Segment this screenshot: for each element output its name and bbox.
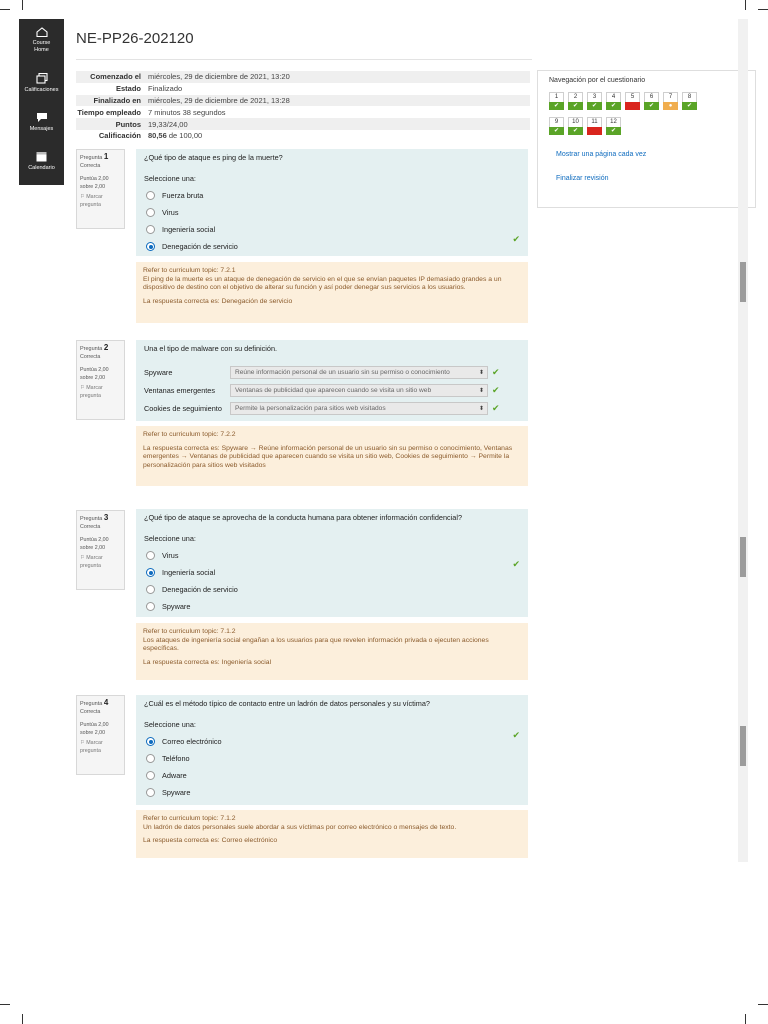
question-info-4 <box>76 695 125 775</box>
summary-row <box>76 130 530 142</box>
quiz-navigation-title: Navegación por el cuestionario <box>549 77 646 84</box>
check-icon: ✔ <box>549 102 564 110</box>
question-score: Puntúa 2,00 <box>80 176 109 182</box>
check-icon: ✔ <box>644 102 659 110</box>
question-info-1 <box>76 149 125 229</box>
quiz-nav-number: 3 <box>592 94 597 100</box>
correct-answer: La respuesta correcta es: Correo electrónico <box>143 837 278 845</box>
summary-value: miércoles, 29 de diciembre de 2021, 13:28 <box>148 95 290 105</box>
question-text: Una el tipo de malware con su definición. <box>144 344 278 353</box>
check-icon: ✔ <box>587 102 602 110</box>
question-text: ¿Qué tipo de ataque se aprovecha de la conducta humana para obtener información confidencial? <box>144 513 463 522</box>
home-icon <box>36 27 48 37</box>
question-number: Pregunta 3 <box>80 513 109 522</box>
flag-icon: ⚐ <box>80 740 85 746</box>
summary-value: 7 minutos 38 segundos <box>148 107 226 117</box>
quiz-nav-button-1[interactable] <box>549 92 564 110</box>
flag-question-label: pregunta <box>80 562 101 569</box>
question-max-score: sobre 2,00 <box>80 183 106 190</box>
crop-mark <box>22 1014 23 1024</box>
match-term: Cookies de seguimiento <box>144 403 222 413</box>
summary-row <box>76 83 530 95</box>
sidebar-item-label: Course Home <box>32 40 51 53</box>
question-number: Pregunta 1 <box>80 152 109 161</box>
quiz-nav-number: 9 <box>554 119 559 125</box>
radio-button[interactable] <box>146 602 155 611</box>
feedback-topic: Refer to curriculum topic: 7.2.2 <box>143 431 236 438</box>
answer-option[interactable] <box>144 187 520 204</box>
quiz-nav-button-3[interactable] <box>587 92 602 110</box>
quiz-nav-number: 12 <box>610 119 617 125</box>
answer-prompt: Seleccione una: <box>144 174 196 183</box>
radio-button[interactable] <box>146 208 155 217</box>
summary-value: miércoles, 29 de diciembre de 2021, 13:20 <box>148 72 290 82</box>
flag-icon: ⚐ <box>80 194 85 200</box>
option-label: Correo electrónico <box>162 737 222 746</box>
check-icon: ✔ <box>568 127 583 135</box>
radio-button-selected[interactable] <box>146 568 155 577</box>
answer-option[interactable] <box>144 767 520 784</box>
quiz-nav-button-7[interactable] <box>663 92 678 110</box>
scrollbar-thumb[interactable] <box>740 537 746 577</box>
correct-answer: La respuesta correcta es: Denegación de servicio <box>143 297 293 305</box>
quiz-nav-button-5[interactable] <box>625 92 640 110</box>
flag-question-label: pregunta <box>80 392 101 399</box>
crop-mark <box>758 9 768 10</box>
summary-label: Tiempo empleado <box>77 107 141 117</box>
sidebar-item-label: Calendario <box>28 165 55 171</box>
option-label: Denegación de servicio <box>162 242 238 251</box>
crop-mark <box>0 1004 10 1005</box>
match-row <box>144 399 520 417</box>
radio-button[interactable] <box>146 754 155 763</box>
radio-button[interactable] <box>146 771 155 780</box>
question-status: Correcta <box>80 523 101 530</box>
messages-icon <box>36 112 48 123</box>
question-card-4 <box>136 695 528 805</box>
scrollbar-thumb[interactable] <box>740 726 746 766</box>
flag-question-button[interactable]: ⚐ Marcar <box>80 385 103 391</box>
answer-option[interactable] <box>144 221 520 238</box>
quiz-nav-number: 5 <box>630 94 635 100</box>
grades-icon <box>36 73 48 84</box>
page-title: NE-PP26-202120 <box>76 30 194 47</box>
crop-mark <box>758 1004 768 1005</box>
summary-row <box>76 106 530 118</box>
option-label: Virus <box>162 208 179 217</box>
feedback-box-1 <box>136 262 528 323</box>
question-text: ¿Qué tipo de ataque es ping de la muerte? <box>144 153 283 162</box>
flag-icon: ⚐ <box>80 555 85 561</box>
check-icon: ✔ <box>549 127 564 135</box>
calendar-icon <box>36 151 47 162</box>
answer-option-selected[interactable] <box>144 238 520 255</box>
question-status: Correcta <box>80 708 101 715</box>
grade-value: 80,56 <box>148 131 167 141</box>
crop-mark <box>22 0 23 10</box>
radio-button[interactable] <box>146 585 155 594</box>
crop-mark <box>745 1014 746 1024</box>
flag-question-label: pregunta <box>80 201 101 208</box>
quiz-nav-button-11[interactable] <box>587 117 602 135</box>
summary-row <box>76 118 530 130</box>
answer-option[interactable] <box>144 547 520 564</box>
summary-value <box>146 130 530 142</box>
quiz-nav-number: 8 <box>687 94 692 100</box>
grade-total: de 100,00 <box>166 131 203 141</box>
radio-button-selected[interactable] <box>146 737 155 746</box>
quiz-nav-button-4[interactable] <box>606 92 621 110</box>
answer-option[interactable] <box>144 598 520 615</box>
title-divider <box>76 59 532 60</box>
crop-mark <box>745 0 746 10</box>
summary-row <box>76 71 530 83</box>
answer-option[interactable] <box>144 581 520 598</box>
feedback-body: Un ladrón de datos personales suele abordar a sus víctimas por correo electrónico o mensajes de texto. <box>143 823 457 831</box>
summary-label: Calificación <box>98 131 141 141</box>
quiz-nav-number: 7 <box>668 94 673 100</box>
answer-option[interactable] <box>144 750 520 767</box>
flag-icon: ⚐ <box>80 385 85 391</box>
quiz-nav-number: 6 <box>649 94 654 100</box>
quiz-navigation-panel <box>537 70 756 208</box>
question-card-1 <box>136 149 528 256</box>
feedback-topic: Refer to curriculum topic: 7.1.2 <box>143 815 236 822</box>
match-term: Spyware <box>144 367 173 377</box>
check-icon: ✔ <box>606 102 621 110</box>
partial-dot-icon: ● <box>663 102 678 110</box>
correct-check-icon: ✔ <box>492 366 500 377</box>
quiz-nav-button-2[interactable] <box>568 92 583 110</box>
incorrect-marker-icon <box>587 127 602 135</box>
quiz-nav-number: 11 <box>591 119 598 125</box>
option-label: Ingeniería social <box>162 225 216 234</box>
correct-check-icon: ✔ <box>492 384 500 395</box>
match-select[interactable]: Ventanas de publicidad que aparecen cuando se visita un sitio web ⬍ <box>230 384 488 397</box>
attempt-summary-table <box>76 71 530 142</box>
sidebar-item-calificaciones[interactable] <box>19 73 64 94</box>
option-label: Denegación de servicio <box>162 585 238 594</box>
question-card-2 <box>136 340 528 421</box>
option-label: Teléfono <box>162 754 190 763</box>
sidebar-item-mensajes[interactable] <box>19 112 64 133</box>
correct-check-icon: ✔ <box>512 559 520 569</box>
flag-question-button[interactable]: ⚐ Marcar <box>80 555 103 561</box>
quiz-nav-button-8[interactable] <box>682 92 697 110</box>
match-select[interactable]: Reúne información personal de un usuario sin su permiso o conocimiento ⬍ <box>230 366 488 379</box>
feedback-box-2 <box>136 426 528 486</box>
quiz-nav-number: 2 <box>573 94 578 100</box>
feedback-box-4 <box>136 810 528 858</box>
radio-button-selected[interactable] <box>146 242 155 251</box>
summary-label: Comenzado el <box>90 72 141 82</box>
correct-check-icon: ✔ <box>512 234 520 244</box>
question-max-score: sobre 2,00 <box>80 729 106 736</box>
select-arrow-icon: ⬍ <box>478 387 484 394</box>
answer-option[interactable] <box>144 784 520 801</box>
match-select[interactable]: Permite la personalización para sitios web visitados ⬍ <box>230 402 488 415</box>
summary-label: Puntos <box>115 119 141 129</box>
sidebar-item-label: Calificaciones <box>24 87 59 93</box>
crop-mark <box>0 9 10 10</box>
sidebar-item-calendario[interactable] <box>19 151 64 172</box>
quiz-nav-number: 1 <box>554 94 559 100</box>
option-label: Spyware <box>162 602 191 611</box>
left-sidebar <box>19 19 64 185</box>
feedback-body: El ping de la muerte es un ataque de denegación de servicio en el que se envían paquetes IP demasiado grandes a un dispositivo de destino con el objetivo de alterar su función y así poder denegar sus servicios a los usuarios. <box>143 275 502 292</box>
quiz-nav-button-12[interactable] <box>606 117 621 135</box>
check-icon: ✔ <box>568 102 583 110</box>
answer-option-selected[interactable] <box>144 564 520 581</box>
answer-option-selected[interactable] <box>144 733 520 750</box>
summary-value: 19,33/24,00 <box>148 119 188 129</box>
feedback-body: Los ataques de ingeniería social engañan a los usuarios para que revelen información privada o ejecuten acciones específicas. <box>143 636 489 653</box>
question-max-score: sobre 2,00 <box>80 544 106 551</box>
question-number: Pregunta 2 <box>80 343 109 352</box>
feedback-box-3 <box>136 623 528 680</box>
quiz-nav-button-10[interactable] <box>568 117 583 135</box>
answer-prompt: Seleccione una: <box>144 720 196 729</box>
flag-question-button[interactable]: ⚐ Marcar <box>80 194 103 200</box>
question-number: Pregunta 4 <box>80 698 109 707</box>
summary-value: Finalizado <box>148 84 183 94</box>
feedback-topic: Refer to curriculum topic: 7.1.2 <box>143 628 236 635</box>
finish-review-link[interactable]: Finalizar revisión <box>556 175 609 182</box>
scrollbar-thumb[interactable] <box>740 262 746 302</box>
match-term: Ventanas emergentes <box>144 385 215 395</box>
correct-check-icon: ✔ <box>492 402 500 413</box>
select-arrow-icon: ⬍ <box>478 405 484 412</box>
summary-label: Estado <box>115 84 141 94</box>
summary-label: Finalizado en <box>93 95 141 105</box>
radio-button[interactable] <box>146 788 155 797</box>
option-label: Adware <box>162 771 187 780</box>
quiz-nav-number: 4 <box>611 94 616 100</box>
radio-button[interactable] <box>146 225 155 234</box>
flag-question-label: pregunta <box>80 747 101 754</box>
show-one-page-link[interactable]: Mostrar una página cada vez <box>556 151 647 158</box>
flag-question-button[interactable]: ⚐ Marcar <box>80 740 103 746</box>
quiz-nav-number: 10 <box>572 119 579 125</box>
answer-option[interactable] <box>144 204 520 221</box>
question-info-2 <box>76 340 125 420</box>
question-score: Puntúa 2,00 <box>80 367 109 373</box>
option-label: Fuerza bruta <box>162 191 204 200</box>
incorrect-marker-icon <box>625 102 640 110</box>
question-text: ¿Cuál es el método típico de contacto entre un ladrón de datos personales y su víctima? <box>144 699 430 708</box>
question-score: Puntúa 2,00 <box>80 537 109 543</box>
question-score: Puntúa 2,00 <box>80 722 109 728</box>
sidebar-item-label: Mensajes <box>29 126 54 132</box>
option-label: Spyware <box>162 788 191 797</box>
radio-button[interactable] <box>146 551 155 560</box>
option-label: Virus <box>162 551 179 560</box>
correct-answer: La respuesta correcta es: Ingeniería social <box>143 658 272 666</box>
quiz-nav-button-9[interactable] <box>549 117 564 135</box>
answer-prompt: Seleccione una: <box>144 534 196 543</box>
check-icon: ✔ <box>606 127 621 135</box>
select-arrow-icon: ⬍ <box>478 369 484 376</box>
question-status: Correcta <box>80 353 101 360</box>
feedback-body: La respuesta correcta es: Spyware → Reúne información personal de un usuario sin su permiso o conocimiento, Ventanas emergentes → Ventanas de publicidad que aparecen cuando se visita un sitio web, Cookies de seguimiento → Permite la personalización para sitios web visitados <box>143 444 513 469</box>
question-card-3 <box>136 509 528 617</box>
correct-check-icon: ✔ <box>512 730 520 740</box>
scrollbar-track[interactable] <box>738 19 748 862</box>
option-label: Ingeniería social <box>162 568 216 577</box>
sidebar-item-course-home[interactable] <box>19 27 64 54</box>
check-icon: ✔ <box>682 102 697 110</box>
question-info-3 <box>76 510 125 590</box>
question-max-score: sobre 2,00 <box>80 374 106 381</box>
radio-button[interactable] <box>146 191 155 200</box>
summary-row <box>76 95 530 107</box>
match-row <box>144 363 520 381</box>
question-status: Correcta <box>80 162 101 169</box>
feedback-topic: Refer to curriculum topic: 7.2.1 <box>143 267 236 274</box>
match-row <box>144 381 520 399</box>
quiz-nav-button-6[interactable] <box>644 92 659 110</box>
